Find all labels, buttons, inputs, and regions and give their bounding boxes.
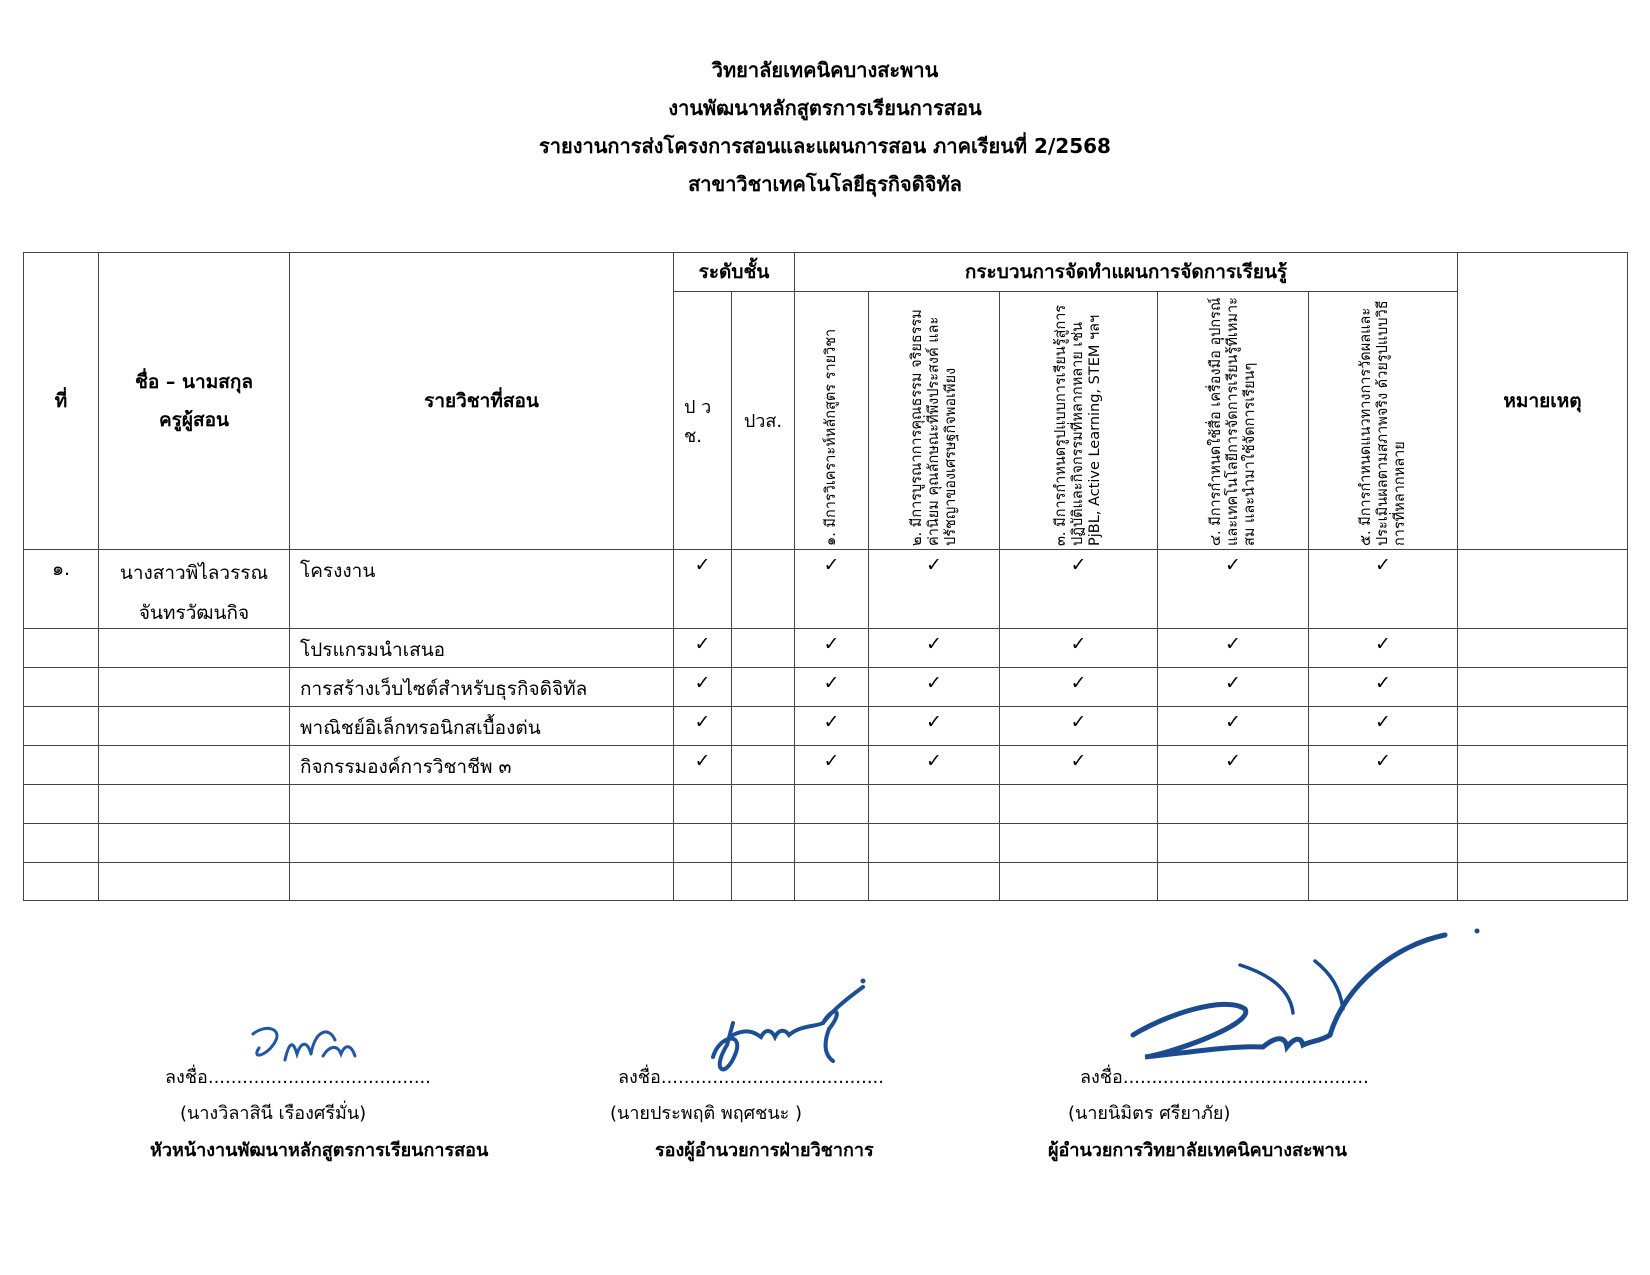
check-cell-pvs xyxy=(732,707,795,746)
check-cell-p4 xyxy=(1158,668,1309,707)
subject-cell: กิจกรรมองค์การวิชาชีพ ๓ xyxy=(290,746,674,785)
check-cell-p1 xyxy=(795,550,869,629)
checkmark-icon: ✓ xyxy=(926,633,942,655)
header-line-2: งานพัฒนาหลักสูตรการเรียนการสอน xyxy=(668,96,982,120)
col-header-name-line2: ครูผู้สอน xyxy=(158,409,230,431)
check-cell-p3 xyxy=(1000,668,1158,707)
check-cell-p5 xyxy=(1309,550,1458,629)
remark-cell xyxy=(1458,863,1628,901)
check-cell-p3 xyxy=(1000,746,1158,785)
check-cell-pvc xyxy=(674,629,732,668)
table-row xyxy=(24,863,1628,901)
checkmark-icon: ✓ xyxy=(694,633,711,655)
checkmark-icon: ✓ xyxy=(926,672,942,694)
row-number xyxy=(24,785,99,824)
checkmark-icon: ✓ xyxy=(823,554,840,576)
check-cell-p5 xyxy=(1309,668,1458,707)
check-cell-pvs xyxy=(732,668,795,707)
header-line-3: รายงานการส่งโครงการสอนและแผนการสอน ภาคเรียนที่ 2/2568 xyxy=(539,134,1111,158)
checkmark-icon: ✓ xyxy=(1225,711,1241,733)
teacher-name xyxy=(99,707,290,746)
check-cell-pvs xyxy=(732,785,795,824)
col-header-name xyxy=(99,253,290,550)
checkmark-icon: ✓ xyxy=(823,633,840,655)
table-row xyxy=(24,707,1628,746)
header-line-4: สาขาวิชาเทคโนโลยีธุรกิจดิจิทัล xyxy=(688,172,962,196)
subject-cell: พาณิชย์อิเล็กทรอนิกสเบื้องต่น xyxy=(290,707,674,746)
checkmark-icon: ✓ xyxy=(823,672,840,694)
check-cell-p1 xyxy=(795,668,869,707)
check-cell-p3 xyxy=(1000,707,1158,746)
remark-cell xyxy=(1458,629,1628,668)
teacher-name xyxy=(99,746,290,785)
check-cell-p4 xyxy=(1158,550,1309,629)
table-row xyxy=(24,824,1628,863)
checkmark-icon: ✓ xyxy=(1375,672,1391,694)
signature-2-position: รองผู้อำนวยการฝ่ายวิชาการ xyxy=(655,1140,874,1161)
check-cell-pvc xyxy=(674,550,732,629)
check-cell-pvc xyxy=(674,824,732,863)
table-row xyxy=(24,629,1628,668)
teacher-name xyxy=(99,785,290,824)
check-cell-p1 xyxy=(795,746,869,785)
check-cell-pvs xyxy=(732,746,795,785)
check-cell-p4 xyxy=(1158,707,1309,746)
signature-1-position: หัวหน้างานพัฒนาหลักสูตรการเรียนการสอน xyxy=(150,1140,489,1161)
checkmark-icon: ✓ xyxy=(1375,750,1391,772)
check-cell-p3 xyxy=(1000,785,1158,824)
checkmark-icon: ✓ xyxy=(926,750,942,772)
col-header-process-3: ๓. มีการกำหนดรูปแบบการเรียนรู้สู่การปฏิบัติและกิจกรรมที่หลากหลาย เช่น PjBL, Active Learning, STEM ฯลฯ xyxy=(1000,292,1158,550)
check-cell-p3 xyxy=(1000,863,1158,901)
checkmark-icon: ✓ xyxy=(694,711,711,733)
check-cell-p2 xyxy=(869,550,1000,629)
check-cell-pvs xyxy=(732,629,795,668)
checkmark-icon: ✓ xyxy=(1070,554,1087,576)
col-header-subject: รายวิชาที่สอน xyxy=(290,253,674,550)
check-cell-pvc xyxy=(674,863,732,901)
check-cell-p2 xyxy=(869,707,1000,746)
check-cell-p4 xyxy=(1158,746,1309,785)
col-header-process-1: ๑. มีการวิเคราะห์หลักสูตร รายวิชา xyxy=(795,292,869,550)
check-cell-p5 xyxy=(1309,746,1458,785)
check-cell-p4 xyxy=(1158,824,1309,863)
check-cell-p4 xyxy=(1158,785,1309,824)
check-cell-p3 xyxy=(1000,824,1158,863)
col-header-process: กระบวนการจัดทำแผนการจัดการเรียนรู้ xyxy=(795,253,1458,292)
remark-cell xyxy=(1458,746,1628,785)
teacher-name xyxy=(99,863,290,901)
checkmark-icon: ✓ xyxy=(1375,554,1391,576)
row-number xyxy=(24,746,99,785)
col-header-name-line1: ชื่อ – นามสกุล xyxy=(135,371,253,393)
signature-3-name: (นายนิมิตร ศรียาภัย) xyxy=(1068,1103,1231,1124)
check-cell-p4 xyxy=(1158,863,1309,901)
row-number xyxy=(24,668,99,707)
teacher-name-line1: นางสาวพิไลวรรณ xyxy=(119,562,269,584)
signature-3-position: ผู้อำนวยการวิทยาลัยเทคนิคบางสะพาน xyxy=(1048,1140,1347,1161)
col-header-pvs: ปวส. xyxy=(732,292,795,550)
check-cell-p2 xyxy=(869,824,1000,863)
subject-cell xyxy=(290,785,674,824)
signature-3-handwriting xyxy=(1125,925,1485,1065)
col-header-process-2: ๒. มีการบูรณาการคุณธรรม จริยธรรม ค่านิยม คุณลักษณะที่พึงประสงค์ และปรัชญาของเศรษฐกิจพอเพียง xyxy=(869,292,1000,550)
check-cell-p1 xyxy=(795,785,869,824)
col-header-level: ระดับชั้น xyxy=(674,253,795,292)
checkmark-icon: ✓ xyxy=(1375,633,1391,655)
teacher-name xyxy=(99,629,290,668)
teacher-name xyxy=(99,550,290,629)
teacher-name-line2: จันทรวัฒนกิจ xyxy=(138,602,250,624)
check-cell-p2 xyxy=(869,863,1000,901)
check-cell-p5 xyxy=(1309,707,1458,746)
checkmark-icon: ✓ xyxy=(1225,672,1241,694)
checkmark-icon: ✓ xyxy=(823,711,840,733)
table-row xyxy=(24,746,1628,785)
table-row xyxy=(24,785,1628,824)
row-number xyxy=(24,863,99,901)
check-cell-p5 xyxy=(1309,863,1458,901)
remark-cell xyxy=(1458,668,1628,707)
header-line-1: วิทยาลัยเทคนิคบางสะพาน xyxy=(711,58,939,82)
table-row xyxy=(24,550,1628,629)
table-row xyxy=(24,668,1628,707)
check-cell-pvs xyxy=(732,863,795,901)
col-header-process-5: ๕. มีการกำหนดแนวทางการวัดผลและประเมินผลตามสภาพจริง ด้วยรูปแบบวิธีการที่หลากหลาย xyxy=(1309,292,1458,550)
subject-cell: การสร้างเว็บไซต์สำหรับธุรกิจดิจิทัล xyxy=(290,668,674,707)
check-cell-p1 xyxy=(795,824,869,863)
checkmark-icon: ✓ xyxy=(1225,633,1241,655)
check-cell-pvs xyxy=(732,824,795,863)
check-cell-p3 xyxy=(1000,550,1158,629)
check-cell-p2 xyxy=(869,629,1000,668)
col-header-remark: หมายเหตุ xyxy=(1458,253,1628,550)
remark-cell xyxy=(1458,785,1628,824)
checkmark-icon: ✓ xyxy=(1070,633,1087,655)
check-cell-pvs xyxy=(732,550,795,629)
check-cell-p5 xyxy=(1309,785,1458,824)
remark-cell xyxy=(1458,824,1628,863)
col-header-pvc: ป ว ช. xyxy=(674,292,732,550)
signature-2-name: (นายประพฤติ พฤศชนะ ) xyxy=(610,1103,803,1124)
check-cell-p2 xyxy=(869,746,1000,785)
check-cell-p1 xyxy=(795,863,869,901)
check-cell-pvc xyxy=(674,668,732,707)
row-number xyxy=(24,824,99,863)
signature-1-name: (นางวิลาสินี เรืองศรีมั่น) xyxy=(180,1103,367,1124)
check-cell-pvc xyxy=(674,746,732,785)
teacher-name xyxy=(99,668,290,707)
check-cell-p1 xyxy=(795,707,869,746)
checkmark-icon: ✓ xyxy=(926,554,942,576)
check-cell-p2 xyxy=(869,785,1000,824)
signature-2-line: ลงชื่อ....................................... xyxy=(618,1067,884,1088)
row-number: ๑. xyxy=(24,550,99,629)
check-cell-p4 xyxy=(1158,629,1309,668)
check-cell-p5 xyxy=(1309,629,1458,668)
subject-cell xyxy=(290,824,674,863)
checkmark-icon: ✓ xyxy=(823,750,840,772)
signature-1-line: ลงชื่อ....................................... xyxy=(165,1067,431,1088)
checkmark-icon: ✓ xyxy=(926,711,942,733)
checkmark-icon: ✓ xyxy=(1375,711,1391,733)
checkmark-icon: ✓ xyxy=(1225,750,1241,772)
col-header-process-4: ๔. มีการกำหนดใช้สื่อ เครื่องมือ อุปกรณ์ และเทคโนโลยีการจัดการเรียนรู้ที่เหมาะสม และนำมาใช้จัดการเรียนๆ xyxy=(1158,292,1309,550)
subject-cell: โครงงาน xyxy=(290,550,674,629)
teacher-name xyxy=(99,824,290,863)
checkmark-icon: ✓ xyxy=(1070,750,1087,772)
checkmark-icon: ✓ xyxy=(1225,554,1241,576)
report-table xyxy=(23,252,1628,901)
remark-cell xyxy=(1458,550,1628,629)
row-number xyxy=(24,629,99,668)
check-cell-pvc xyxy=(674,707,732,746)
check-cell-p2 xyxy=(869,668,1000,707)
checkmark-icon: ✓ xyxy=(1070,672,1087,694)
subject-cell xyxy=(290,863,674,901)
check-cell-p1 xyxy=(795,629,869,668)
remark-cell xyxy=(1458,707,1628,746)
signature-3-line: ลงชื่อ........................................... xyxy=(1080,1067,1369,1088)
check-cell-p5 xyxy=(1309,824,1458,863)
checkmark-icon: ✓ xyxy=(694,750,711,772)
checkmark-icon: ✓ xyxy=(694,554,711,576)
subject-cell: โปรแกรมนำเสนอ xyxy=(290,629,674,668)
checkmark-icon: ✓ xyxy=(1070,711,1087,733)
col-header-no: ที่ xyxy=(24,253,99,550)
check-cell-p3 xyxy=(1000,629,1158,668)
check-cell-pvc xyxy=(674,785,732,824)
row-number xyxy=(24,707,99,746)
checkmark-icon: ✓ xyxy=(694,672,711,694)
